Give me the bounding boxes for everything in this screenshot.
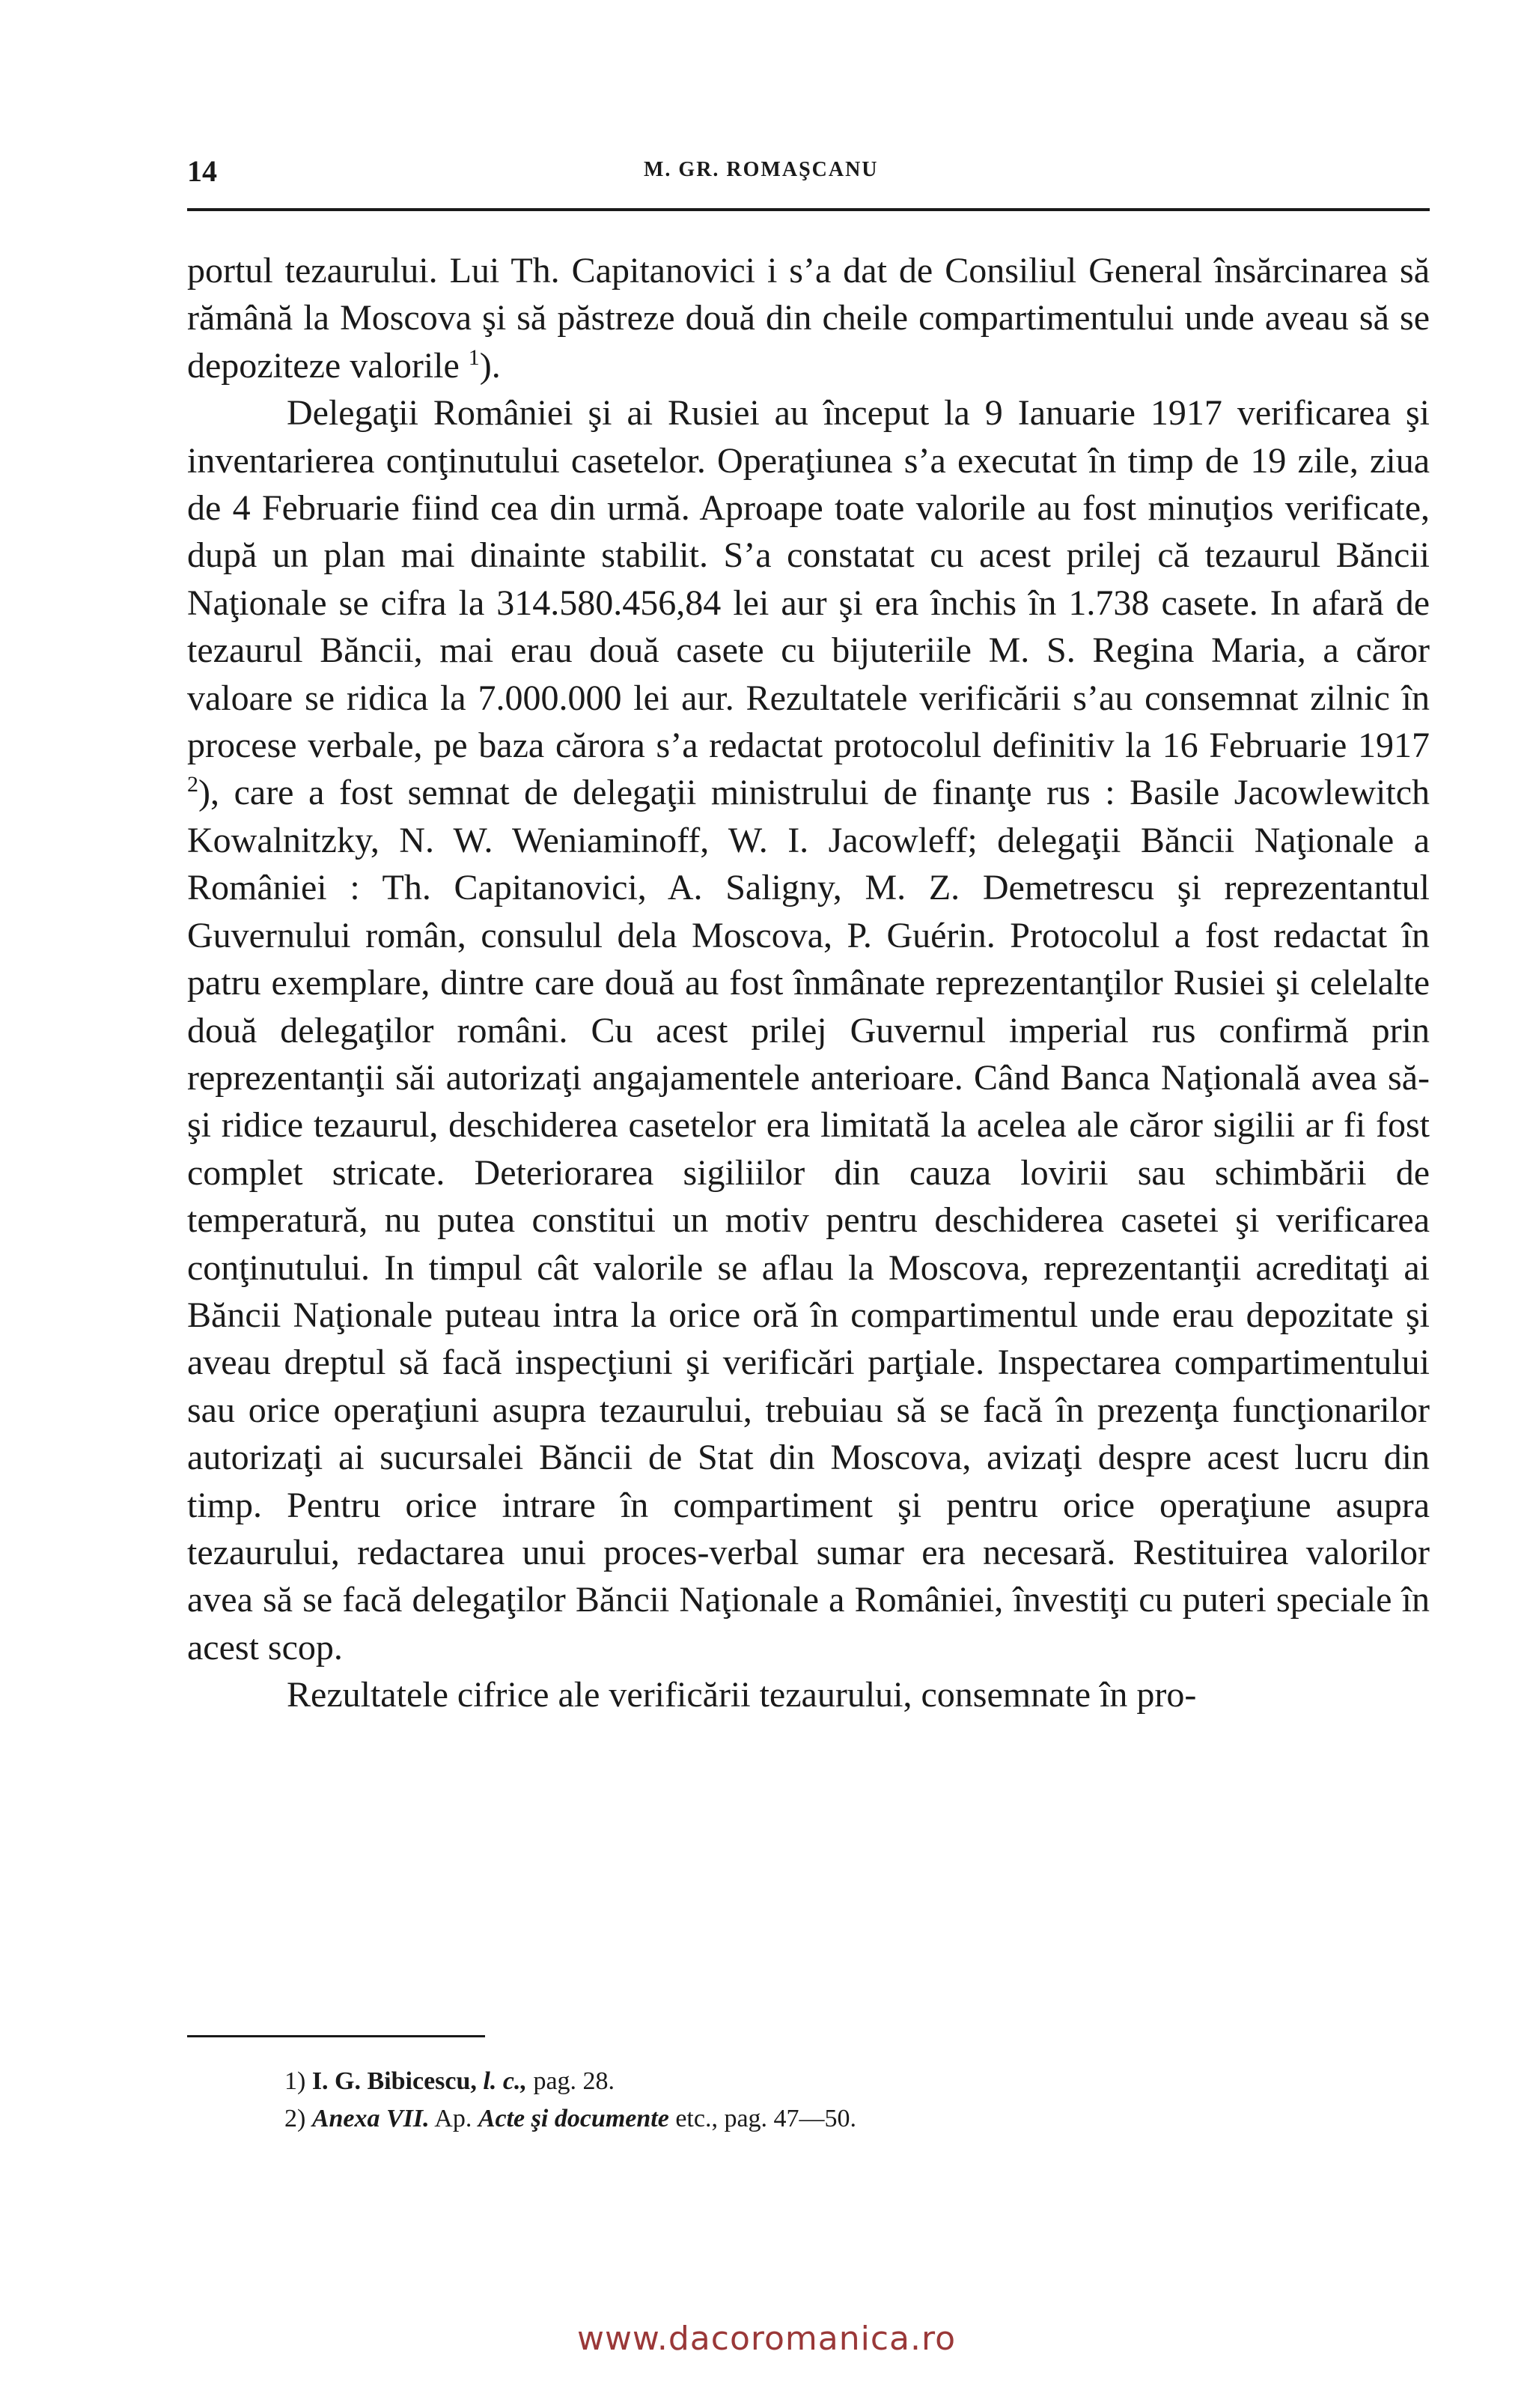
footnote-ref-2: 2 [187, 772, 198, 797]
paragraph-text: Delegaţii României şi ai Rusiei au început la 9 Ianuarie 1917 verificarea şi inventarierea conţinutului casetelor. Operaţiunea s’a executat în timp de 19 zile, ziua de 4 Februarie fiind cea din urmă. Aproape toate valorile au fost minuţios verificate, după un plan mai dinainte stabilit. S’a constatat cu acest prilej că tezaurul Băncii Naţionale se cifra la 314.580.456,84 lei aur şi era închis în 1.738 casete. In afară de tezaurul Băncii, mai erau două casete cu bijuteriile M. S. Regina Maria, a căror valoare se ridica la 7.000.000 lei aur. Rezultatele verificării s’au consemnat zilnic în procese verbale, pe baza cărora s’a redactat protocolul definitiv la 16 Februarie 1917 [187, 393, 1430, 766]
footnote-citation: l. c., [483, 2067, 527, 2095]
page-number: 14 [187, 154, 217, 188]
footnote-2 [284, 2100, 1407, 2138]
footnote-marker: 1) [284, 2067, 306, 2095]
running-head [187, 153, 1430, 198]
paragraph-text: Rezultatele cifrice ale verificării tezaurului, consemnate în pro- [287, 1675, 1197, 1715]
watermark-url: www.dacoromanica.ro [576, 2320, 957, 2358]
paragraph-text: ), care a fost semnat de delegaţii ministrului de finanţe rus : Basile Jacowlewitch Kowalnitzky, N. W. Weniaminoff, W. I. Jacowleff; delegaţii Băncii Naţionale a României : Th. Capitanovici, A. Saligny, M. Z. Demetrescu şi reprezentantul Guvernului român, consulul dela Moscova, P. Guérin. Protocolul a fost redactat în patru exemplare, dintre care două au fost înmânate reprezentanţilor Rusiei şi celelalte două delegaţilor români. Cu acest prilej Guvernul imperial rus confirmă prin reprezentanţii săi autorizaţi angajamentele anterioare. Când Banca Naţională avea să-şi ridice tezaurul, deschiderea casetelor era limitată la acelea ale căror sigilii ar fi fost complet stricate. Deteriorarea sigiliilor din cauza lovirii sau schimbării de temperatură, nu putea constitui un motiv pentru deschiderea casetei şi verificarea conţinutului. In timpul cât valorile se aflau la Moscova, reprezentanţii acreditaţi ai Băncii Naţionale puteau intra la orice oră în compartimentul unde erau depozitate şi aveau dreptul să facă inspecţiuni şi verificări parţiale. Inspectarea compartimentului sau orice operaţiuni asupra tezaurului, trebuiau să se facă în prezenţa funcţionarilor autorizaţi ai sucursalei Băncii de Stat din Moscova, avizaţi despre acest lucru din timp. Pentru orice intrare în compartiment şi pentru orice operaţiune asupra tezaurului, redactarea unui proces-verbal sumar era necesară. Restituirea valorilor avea să se facă delegaţilor Băncii Naţionale a României, învestiţi cu puteri speciale în acest scop. [187, 773, 1430, 1667]
footnote-annex: Anexa VII. [311, 2105, 430, 2132]
footnote-marker: 2) [284, 2105, 306, 2132]
footnote-ref-1: 1 [468, 344, 480, 370]
footnote-rule [187, 2035, 485, 2037]
header-rule [187, 208, 1430, 211]
paragraph-text: portul tezaurului. Lui Th. Capitanovici i s’a dat de Consiliul General însărcinarea să rămână la Moscova şi să păstreze două din cheile compartimentului unde aveau să se depoziteze valorile [187, 251, 1430, 386]
footnotes [284, 2063, 1407, 2138]
footnote-page: etc., pag. 47—50. [675, 2105, 857, 2132]
body-text [187, 247, 1430, 1719]
footnote-author: I. G. Bibicescu, [311, 2067, 477, 2095]
footnote-1 [284, 2063, 1407, 2100]
paragraph-3 [187, 1671, 1430, 1718]
paragraph-text: ). [479, 345, 501, 386]
footnote-abbrev: Ap. [434, 2105, 472, 2132]
footnote-page: pag. 28. [533, 2067, 615, 2095]
paragraph-1 [187, 247, 1430, 389]
running-head-author: M. GR. ROMAŞCANU [644, 158, 879, 181]
paragraph-2 [187, 389, 1430, 1671]
footnote-title: Acte şi documente [478, 2105, 669, 2132]
